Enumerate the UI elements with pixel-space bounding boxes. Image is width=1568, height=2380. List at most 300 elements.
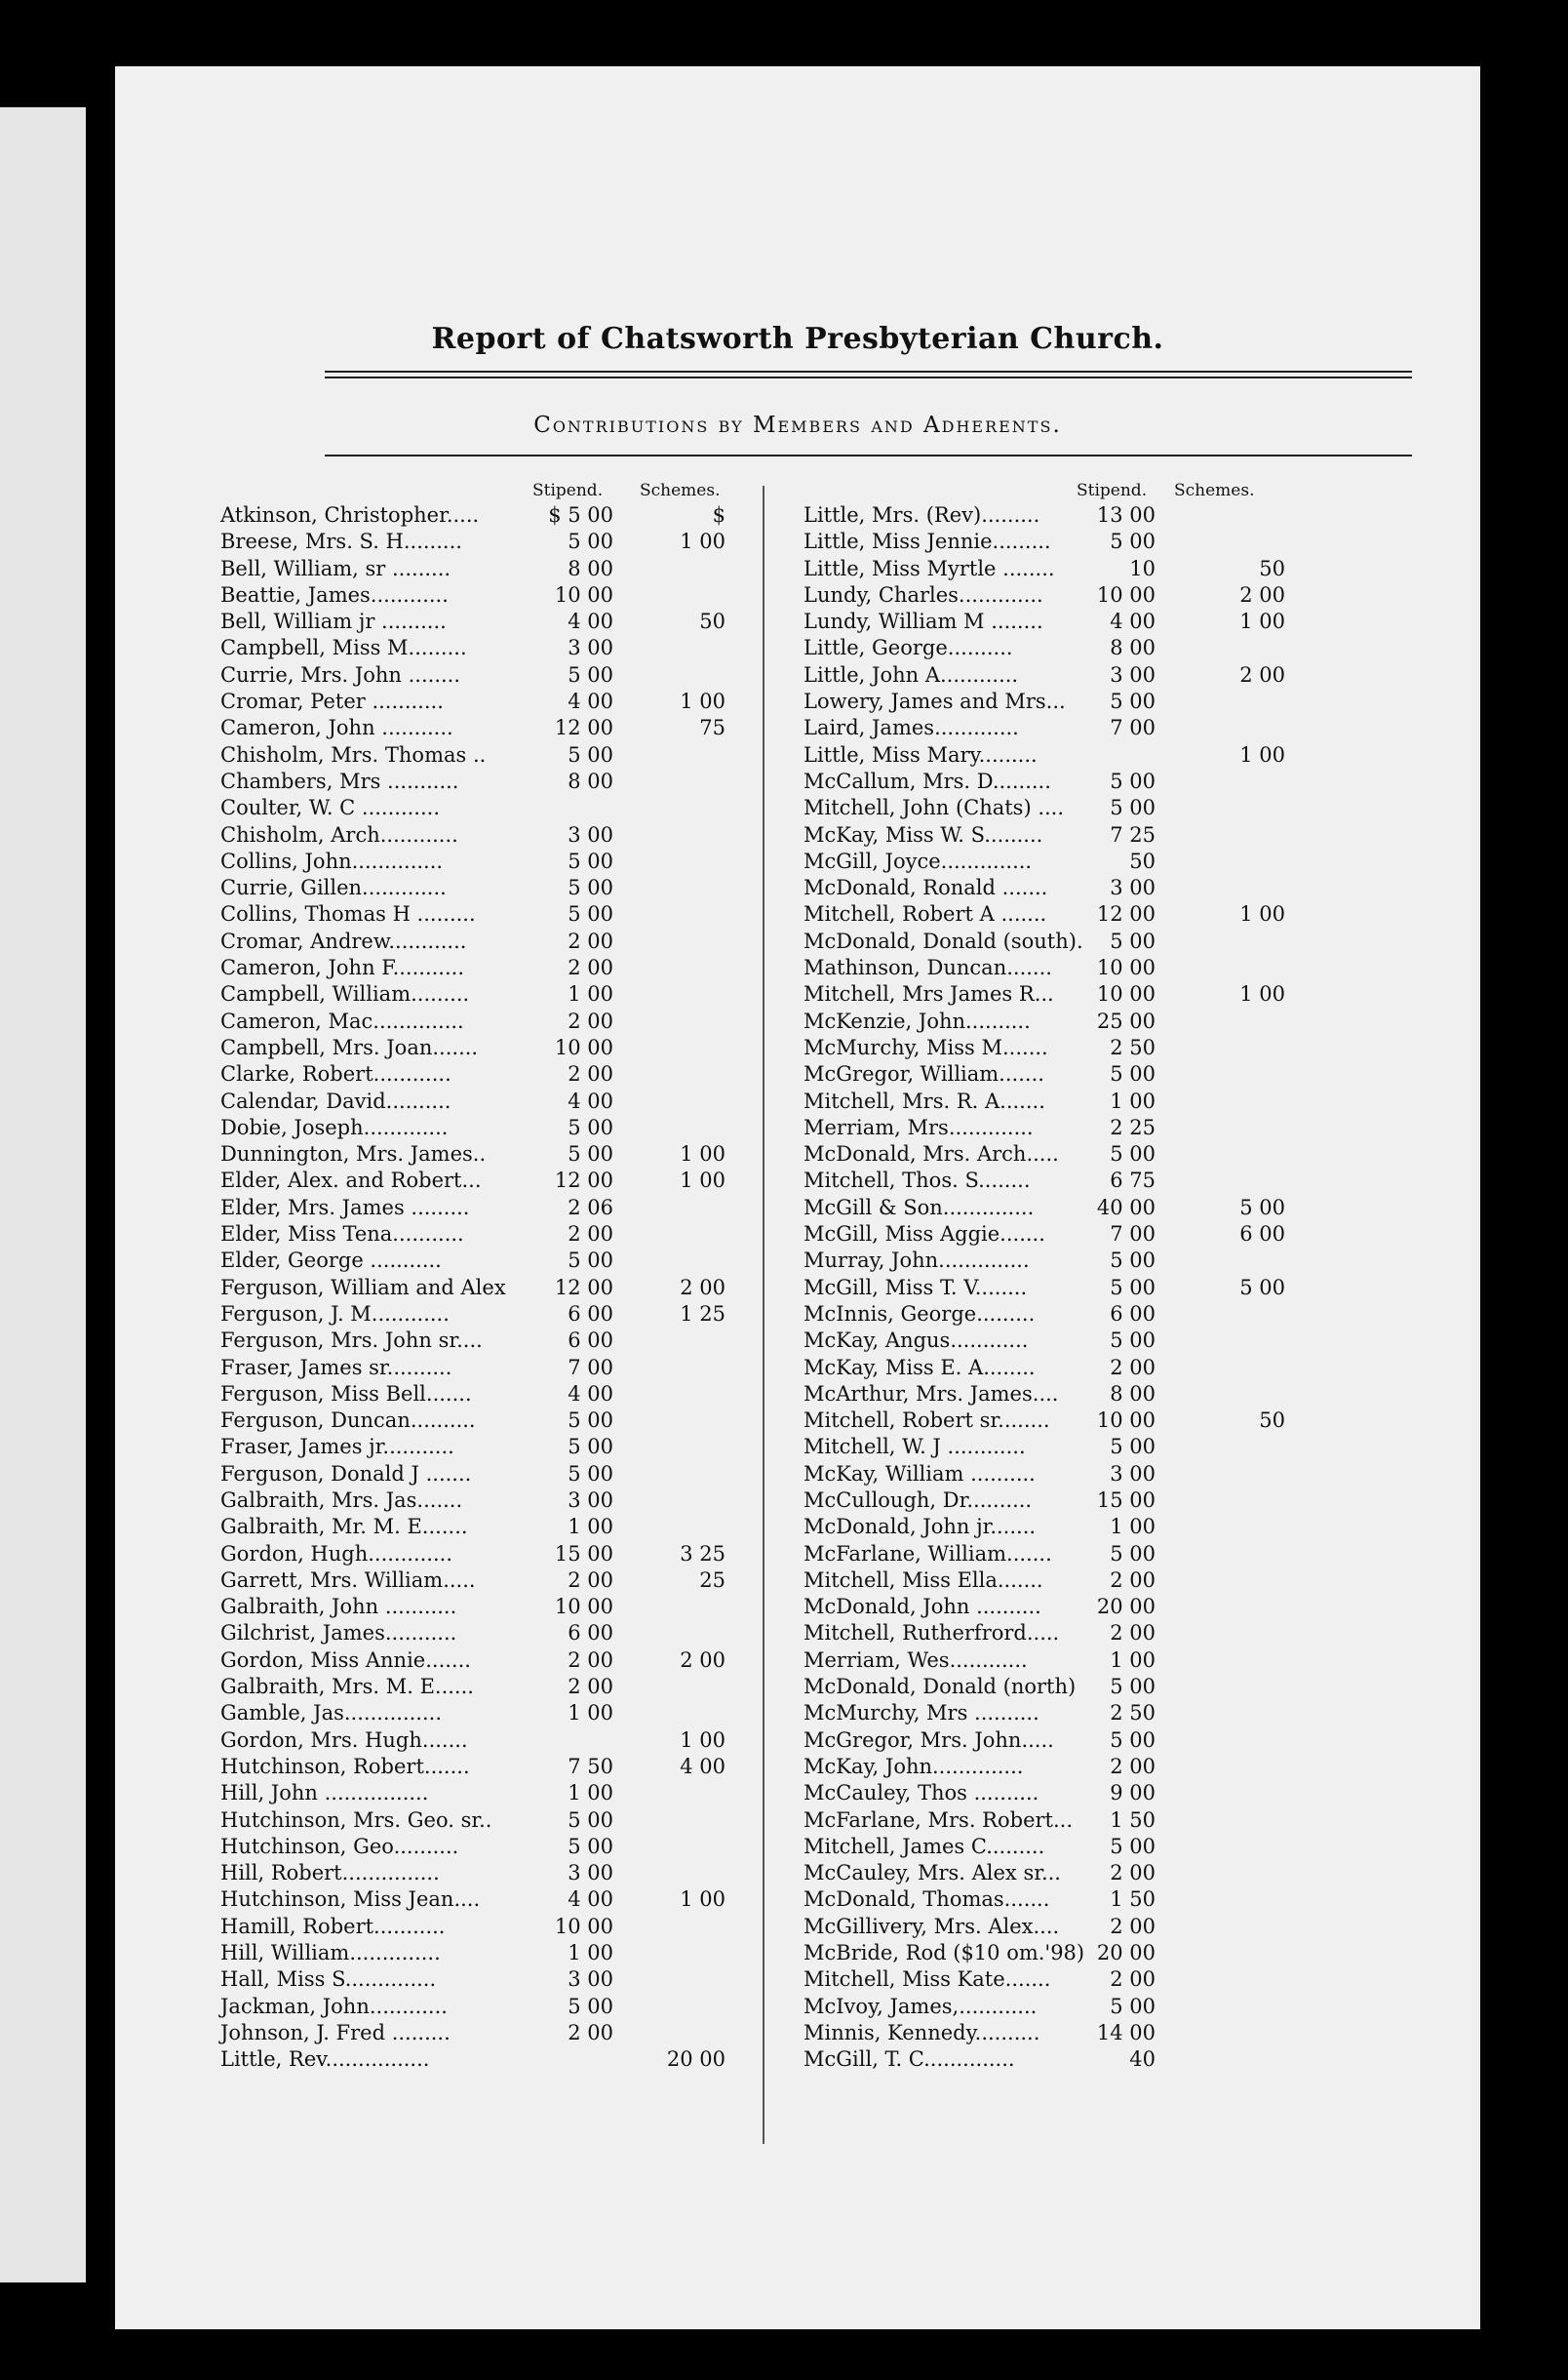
contribution-row xyxy=(220,1674,835,1700)
contribution-row xyxy=(804,742,1437,769)
stipend-amount: 20 00 xyxy=(1096,1595,1156,1619)
contribution-row xyxy=(804,556,1437,582)
member-name: Gordon, Mrs. Hugh....... xyxy=(220,1727,468,1752)
member-name: McGill, Joyce.............. xyxy=(804,849,1033,873)
member-name: McKay, Miss E. A........ xyxy=(804,1355,1036,1379)
stipend-amount: 5 00 xyxy=(1110,530,1156,554)
contribution-row xyxy=(220,1461,835,1488)
member-name: Mitchell, Miss Kate....... xyxy=(804,1967,1051,1992)
schemes-amount: 50 xyxy=(699,610,725,634)
left-contributions-list xyxy=(220,502,835,2074)
member-name: Murray, John.............. xyxy=(804,1249,1030,1273)
stipend-amount: 5 00 xyxy=(568,530,613,554)
right-contributions-list xyxy=(804,502,1437,2074)
contribution-row xyxy=(804,582,1437,609)
contribution-row xyxy=(804,1221,1437,1248)
contribution-row xyxy=(804,981,1437,1008)
stipend-amount: 5 00 xyxy=(568,1115,613,1139)
contribution-row xyxy=(220,1434,835,1460)
contribution-row xyxy=(804,2046,1437,2073)
stipend-amount: 5 00 xyxy=(1110,796,1156,820)
member-name: Bell, William jr .......... xyxy=(220,610,447,634)
member-name: Little, Rev................ xyxy=(220,2047,430,2072)
member-name: Hamill, Robert........... xyxy=(220,1914,446,1938)
member-name: McBride, Rod ($10 om.'98) xyxy=(804,1941,1085,1965)
stipend-amount: 2 00 xyxy=(1110,1621,1156,1646)
contribution-row xyxy=(804,1620,1437,1646)
member-name: Beattie, James............ xyxy=(220,582,449,607)
section-subtitle: Contributions by Members and Adherents. xyxy=(533,413,1062,438)
stipend-amount: 5 00 xyxy=(568,1807,613,1832)
stipend-amount: 2 00 xyxy=(568,2020,613,2044)
contribution-row xyxy=(220,1381,835,1408)
title-rule-2 xyxy=(325,377,1412,378)
stipend-amount: 2 25 xyxy=(1110,1115,1156,1139)
stipend-amount: 7 25 xyxy=(1110,822,1156,847)
stipend-amount: 5 00 xyxy=(1110,1062,1156,1087)
member-name: Ferguson, Miss Bell....... xyxy=(220,1381,472,1406)
stipend-amount: 7 00 xyxy=(1110,716,1156,740)
stipend-amount: 2 50 xyxy=(1110,1701,1156,1726)
contribution-row xyxy=(804,689,1437,715)
report-title: Report of Chatsworth Presbyterian Church. xyxy=(431,322,1164,356)
contribution-row xyxy=(220,502,835,529)
member-name: McDonald, Donald (south). xyxy=(804,929,1083,953)
schemes-amount: 1 00 xyxy=(680,690,725,714)
contribution-row xyxy=(804,1541,1437,1567)
stipend-amount: 2 00 xyxy=(568,1567,613,1592)
schemes-amount: 2 00 xyxy=(1239,662,1285,687)
contribution-row xyxy=(220,1700,835,1726)
stipend-amount: 10 00 xyxy=(1096,956,1156,980)
contribution-row xyxy=(220,689,835,715)
contribution-row xyxy=(220,1966,835,1993)
contribution-row xyxy=(804,1674,1437,1700)
contribution-row xyxy=(804,1168,1437,1194)
stipend-amount: 10 xyxy=(1129,556,1156,580)
member-name: Hutchinson, Robert....... xyxy=(220,1754,470,1778)
contribution-row xyxy=(220,1807,835,1834)
contribution-row xyxy=(220,1275,835,1301)
contribution-row xyxy=(220,1914,835,1940)
member-name: Cromar, Peter ........... xyxy=(220,690,444,714)
member-name: McGillivery, Mrs. Alex.... xyxy=(804,1914,1060,1938)
contribution-row xyxy=(804,1248,1437,1274)
contribution-row xyxy=(804,1914,1437,1940)
page-gutter xyxy=(86,107,115,2282)
member-name: Mathinson, Duncan....... xyxy=(804,956,1052,980)
contribution-row xyxy=(804,1461,1437,1488)
contribution-row xyxy=(804,1860,1437,1886)
stipend-amount: 5 00 xyxy=(1110,1249,1156,1273)
contribution-row xyxy=(804,1886,1437,1913)
member-name: Mitchell, Miss Ella....... xyxy=(804,1567,1043,1592)
stipend-amount: 1 00 xyxy=(568,1701,613,1726)
left-column-header xyxy=(220,481,835,502)
member-name: McGill, Miss Aggie....... xyxy=(804,1222,1045,1247)
member-name: McCauley, Mrs. Alex sr... xyxy=(804,1861,1061,1885)
member-name: Hutchinson, Geo.......... xyxy=(220,1834,459,1858)
contribution-row xyxy=(804,1434,1437,1460)
contribution-row xyxy=(804,1807,1437,1834)
member-name: McFarlane, William....... xyxy=(804,1541,1052,1566)
schemes-amount: 1 00 xyxy=(1239,902,1285,927)
contribution-row xyxy=(220,529,835,555)
contribution-row xyxy=(804,2020,1437,2046)
stipend-amount: 5 00 xyxy=(1110,1541,1156,1566)
contribution-row xyxy=(804,609,1437,635)
member-name: Campbell, Mrs. Joan....... xyxy=(220,1035,479,1059)
stipend-amount: 6 75 xyxy=(1110,1169,1156,1193)
member-name: Gordon, Miss Annie....... xyxy=(220,1647,471,1672)
stipend-amount: 5 00 xyxy=(1110,1994,1156,2018)
stipend-amount: 2 00 xyxy=(568,1062,613,1087)
stipend-amount: 10 00 xyxy=(554,582,613,607)
member-name: Mitchell, Thos. S........ xyxy=(804,1169,1031,1193)
contribution-row xyxy=(804,955,1437,981)
member-name: Merriam, Wes............ xyxy=(804,1647,1028,1672)
member-name: Little, George.......... xyxy=(804,636,1013,660)
stipend-amount: 2 00 xyxy=(568,956,613,980)
member-name: Mitchell, W. J ............ xyxy=(804,1435,1026,1459)
stipend-amount: 5 00 xyxy=(1110,1727,1156,1752)
contribution-row xyxy=(804,1780,1437,1806)
right-column-header xyxy=(804,481,1437,502)
member-name: McDonald, John .......... xyxy=(804,1595,1041,1619)
document-page xyxy=(115,66,1480,2329)
stipend-amount: 40 00 xyxy=(1096,1195,1156,1219)
stipend-amount: 2 00 xyxy=(1110,1967,1156,1992)
stipend-amount: 4 00 xyxy=(568,690,613,714)
member-name: Lundy, Charles............. xyxy=(804,582,1043,607)
stipend-amount: 12 00 xyxy=(1096,902,1156,927)
member-name: Laird, James............. xyxy=(804,716,1019,740)
contribution-row xyxy=(804,1195,1437,1221)
stipend-amount: 5 00 xyxy=(568,876,613,900)
member-name: McGill & Son.............. xyxy=(804,1195,1035,1219)
contribution-row xyxy=(220,1168,835,1194)
stipend-amount: 7 00 xyxy=(568,1355,613,1379)
stipend-amount: 2 00 xyxy=(1110,1567,1156,1592)
contribution-row xyxy=(804,1834,1437,1860)
member-name: Dunnington, Mrs. James.. xyxy=(220,1142,487,1167)
member-name: Elder, Mrs. James ......... xyxy=(220,1195,470,1219)
stipend-amount: 9 00 xyxy=(1110,1781,1156,1805)
member-name: Mitchell, Robert A ....... xyxy=(804,902,1047,927)
member-name: McGregor, William....... xyxy=(804,1062,1044,1087)
contribution-row xyxy=(220,1248,835,1274)
contribution-row xyxy=(804,1301,1437,1328)
stipend-amount: 2 00 xyxy=(568,1009,613,1033)
contribution-row xyxy=(220,981,835,1008)
stipend-amount: 5 00 xyxy=(568,1461,613,1486)
contribution-row xyxy=(220,1541,835,1567)
member-name: Bell, William, sr ......... xyxy=(220,556,451,580)
contribution-row xyxy=(220,1754,835,1780)
stipend-amount: 3 00 xyxy=(1110,662,1156,687)
member-name: Clarke, Robert............ xyxy=(220,1062,451,1087)
contribution-row xyxy=(220,1328,835,1354)
stipend-amount: 3 00 xyxy=(568,636,613,660)
contribution-row xyxy=(804,822,1437,849)
contribution-row xyxy=(804,1727,1437,1754)
member-name: Mitchell, Robert sr........ xyxy=(804,1408,1050,1433)
stipend-amount: 1 00 xyxy=(568,1515,613,1539)
member-name: Little, Mrs. (Rev)......... xyxy=(804,503,1040,527)
stipend-amount: 5 00 xyxy=(568,902,613,927)
member-name: Elder, Alex. and Robert... xyxy=(220,1169,482,1193)
contribution-row xyxy=(220,1221,835,1248)
contribution-row xyxy=(220,901,835,928)
schemes-amount: 50 xyxy=(1259,556,1285,580)
stipend-amount: 4 00 xyxy=(568,1887,613,1912)
stipend-amount: 4 00 xyxy=(1110,610,1156,634)
contribution-row xyxy=(804,1700,1437,1726)
schemes-amount: 3 25 xyxy=(680,1541,725,1566)
contribution-row xyxy=(804,1754,1437,1780)
contribution-row xyxy=(220,1301,835,1328)
member-name: Ferguson, J. M............ xyxy=(220,1301,450,1326)
schemes-amount: 6 00 xyxy=(1239,1222,1285,1247)
member-name: Coulter, W. C ............ xyxy=(220,796,441,820)
adjacent-page-edge xyxy=(0,107,86,2282)
member-name: Mitchell, Mrs James R... xyxy=(804,982,1054,1007)
member-name: McDonald, Thomas....... xyxy=(804,1887,1050,1912)
member-name: McGill, T. C.............. xyxy=(804,2047,1015,2072)
member-name: Cameron, Mac.............. xyxy=(220,1009,464,1033)
schemes-amount: $ xyxy=(712,503,725,527)
contribution-row xyxy=(804,901,1437,928)
member-name: Mitchell, Mrs. R. A....... xyxy=(804,1089,1045,1113)
contribution-row xyxy=(804,1940,1437,1966)
schemes-amount: 1 00 xyxy=(680,1727,725,1752)
stipend-amount: 2 00 xyxy=(1110,1754,1156,1778)
member-name: Currie, Mrs. John ........ xyxy=(220,662,461,687)
member-name: McKay, Miss W. S......... xyxy=(804,822,1043,847)
member-name: Little, Miss Jennie......... xyxy=(804,530,1051,554)
member-name: McKay, William .......... xyxy=(804,1461,1036,1486)
member-name: Galbraith, Mr. M. E....... xyxy=(220,1515,468,1539)
stipend-amount: 1 50 xyxy=(1110,1807,1156,1832)
member-name: Hutchinson, Mrs. Geo. sr.. xyxy=(220,1807,492,1832)
stipend-amount: 1 00 xyxy=(568,1781,613,1805)
contribution-row xyxy=(220,1594,835,1620)
stipend-amount: 25 00 xyxy=(1096,1009,1156,1033)
schemes-amount: 50 xyxy=(1259,1408,1285,1433)
contribution-row xyxy=(220,715,835,741)
contribution-row xyxy=(220,1195,835,1221)
contribution-row xyxy=(220,1115,835,1141)
contribution-row xyxy=(804,795,1437,821)
stipend-amount: 12 00 xyxy=(554,1169,613,1193)
contribution-row xyxy=(804,1408,1437,1434)
schemes-header: Schemes. xyxy=(640,481,721,500)
stipend-amount: 12 00 xyxy=(554,1275,613,1299)
schemes-amount: 1 25 xyxy=(680,1301,725,1326)
stipend-amount: 5 00 xyxy=(1110,1142,1156,1167)
member-name: Hill, William.............. xyxy=(220,1941,441,1965)
contribution-row xyxy=(804,1994,1437,2020)
stipend-amount: 7 00 xyxy=(1110,1222,1156,1247)
schemes-amount: 1 00 xyxy=(680,530,725,554)
schemes-amount: 25 xyxy=(699,1567,725,1592)
member-name: Campbell, William......... xyxy=(220,982,470,1007)
member-name: Campbell, Miss M......... xyxy=(220,636,467,660)
contribution-row xyxy=(220,1780,835,1806)
member-name: Collins, Thomas H ......... xyxy=(220,902,476,927)
member-name: Ferguson, Mrs. John sr.... xyxy=(220,1329,483,1353)
member-name: Gamble, Jas............... xyxy=(220,1701,442,1726)
stipend-amount: 5 00 xyxy=(568,1249,613,1273)
stipend-amount: 7 50 xyxy=(568,1754,613,1778)
contribution-row xyxy=(804,1594,1437,1620)
stipend-amount: 2 00 xyxy=(568,929,613,953)
stipend-amount: 10 00 xyxy=(1096,1408,1156,1433)
subtitle-rule xyxy=(325,455,1412,456)
stipend-amount: 5 00 xyxy=(1110,1329,1156,1353)
member-name: Little, Miss Myrtle ........ xyxy=(804,556,1055,580)
schemes-amount: 1 00 xyxy=(680,1887,725,1912)
member-name: McGregor, Mrs. John..... xyxy=(804,1727,1054,1752)
stipend-amount: 5 00 xyxy=(1110,1435,1156,1459)
stipend-amount: 5 00 xyxy=(1110,1275,1156,1299)
member-name: Fraser, James sr.......... xyxy=(220,1355,452,1379)
schemes-amount: 1 00 xyxy=(680,1169,725,1193)
stipend-amount: 12 00 xyxy=(554,716,613,740)
contribution-row xyxy=(220,1061,835,1088)
stipend-amount: 3 00 xyxy=(568,822,613,847)
right-column xyxy=(804,481,1437,2074)
member-name: McDonald, Donald (north) xyxy=(804,1675,1077,1699)
stipend-amount: 10 00 xyxy=(1096,982,1156,1007)
contribution-row xyxy=(220,1355,835,1381)
stipend-amount: 2 00 xyxy=(1110,1914,1156,1938)
member-name: Galbraith, Mrs. Jas....... xyxy=(220,1488,463,1512)
contribution-row xyxy=(804,875,1437,901)
contribution-row xyxy=(804,769,1437,795)
stipend-amount: 1 50 xyxy=(1110,1887,1156,1912)
contribution-row xyxy=(220,1647,835,1674)
contribution-row xyxy=(804,849,1437,875)
member-name: Lowery, James and Mrs... xyxy=(804,690,1066,714)
member-name: McMurchy, Mrs .......... xyxy=(804,1701,1039,1726)
member-name: Hill, John ................ xyxy=(220,1781,429,1805)
contribution-row xyxy=(220,1727,835,1754)
stipend-amount: 10 00 xyxy=(554,1914,613,1938)
contribution-row xyxy=(220,1860,835,1886)
contribution-row xyxy=(804,1647,1437,1674)
stipend-amount: 1 00 xyxy=(568,1941,613,1965)
stipend-amount: 14 00 xyxy=(1096,2020,1156,2044)
contribution-row xyxy=(220,1089,835,1115)
stipend-amount: 8 00 xyxy=(568,769,613,793)
contribution-row xyxy=(804,1275,1437,1301)
member-name: Mitchell, James C......... xyxy=(804,1834,1045,1858)
stipend-amount: 5 00 xyxy=(568,849,613,873)
contribution-row xyxy=(804,1089,1437,1115)
contribution-row xyxy=(220,582,835,609)
contribution-row xyxy=(220,1940,835,1966)
contribution-row xyxy=(804,1009,1437,1035)
stipend-amount: 6 00 xyxy=(568,1621,613,1646)
contribution-row xyxy=(220,1408,835,1434)
contribution-row xyxy=(220,1488,835,1514)
stipend-amount: 15 00 xyxy=(554,1541,613,1566)
stipend-amount: 5 00 xyxy=(568,1834,613,1858)
stipend-amount: 5 00 xyxy=(1110,1675,1156,1699)
stipend-amount: 15 00 xyxy=(1096,1488,1156,1512)
contribution-row xyxy=(220,929,835,955)
schemes-amount: 75 xyxy=(699,716,725,740)
member-name: McCallum, Mrs. D......... xyxy=(804,769,1051,793)
contribution-row xyxy=(804,1567,1437,1594)
stipend-amount: 10 00 xyxy=(554,1035,613,1059)
member-name: McFarlane, Mrs. Robert... xyxy=(804,1807,1074,1832)
title-rule xyxy=(325,371,1412,373)
member-name: Currie, Gillen............. xyxy=(220,876,447,900)
schemes-amount: 1 00 xyxy=(1239,610,1285,634)
member-name: Collins, John.............. xyxy=(220,849,444,873)
contribution-row xyxy=(220,2046,835,2073)
stipend-amount: 8 00 xyxy=(568,556,613,580)
contribution-row xyxy=(220,1834,835,1860)
stipend-amount: 5 00 xyxy=(568,1994,613,2018)
member-name: McDonald, Mrs. Arch..... xyxy=(804,1142,1059,1167)
member-name: McKay, John.............. xyxy=(804,1754,1024,1778)
contribution-row xyxy=(220,822,835,849)
member-name: McInnis, George......... xyxy=(804,1301,1036,1326)
stipend-amount: $ 5 00 xyxy=(548,503,613,527)
stipend-amount: 8 00 xyxy=(1110,1381,1156,1406)
member-name: Minnis, Kennedy.......... xyxy=(804,2020,1040,2044)
schemes-amount: 1 00 xyxy=(680,1142,725,1167)
member-name: Elder, Miss Tena........... xyxy=(220,1222,464,1247)
contribution-row xyxy=(220,662,835,689)
contribution-row xyxy=(804,1141,1437,1168)
schemes-header: Schemes. xyxy=(1174,481,1255,500)
stipend-amount: 5 00 xyxy=(1110,769,1156,793)
member-name: Fraser, James jr........... xyxy=(220,1435,454,1459)
contribution-row xyxy=(220,742,835,769)
schemes-amount: 4 00 xyxy=(680,1754,725,1778)
member-name: Elder, George ........... xyxy=(220,1249,442,1273)
stipend-amount: 5 00 xyxy=(1110,690,1156,714)
contribution-row xyxy=(804,662,1437,689)
stipend-amount: 5 00 xyxy=(568,742,613,767)
stipend-amount: 3 00 xyxy=(1110,1461,1156,1486)
contribution-row xyxy=(220,1994,835,2020)
stipend-amount: 3 00 xyxy=(568,1861,613,1885)
stipend-amount: 1 00 xyxy=(1110,1647,1156,1672)
member-name: Chisholm, Arch............ xyxy=(220,822,458,847)
contribution-row xyxy=(220,1141,835,1168)
contribution-row xyxy=(220,1035,835,1061)
member-name: Garrett, Mrs. William..... xyxy=(220,1567,476,1592)
schemes-amount: 2 00 xyxy=(680,1275,725,1299)
stipend-amount: 6 00 xyxy=(568,1301,613,1326)
stipend-header: Stipend. xyxy=(1077,481,1148,500)
stipend-amount: 2 00 xyxy=(568,1675,613,1699)
contribution-row xyxy=(220,1886,835,1913)
contribution-row xyxy=(804,1355,1437,1381)
contribution-row xyxy=(804,1328,1437,1354)
stipend-header: Stipend. xyxy=(532,481,604,500)
contribution-row xyxy=(804,715,1437,741)
contribution-row xyxy=(220,875,835,901)
stipend-amount: 1 00 xyxy=(1110,1515,1156,1539)
stipend-amount: 10 00 xyxy=(554,1595,613,1619)
contribution-row xyxy=(220,2020,835,2046)
